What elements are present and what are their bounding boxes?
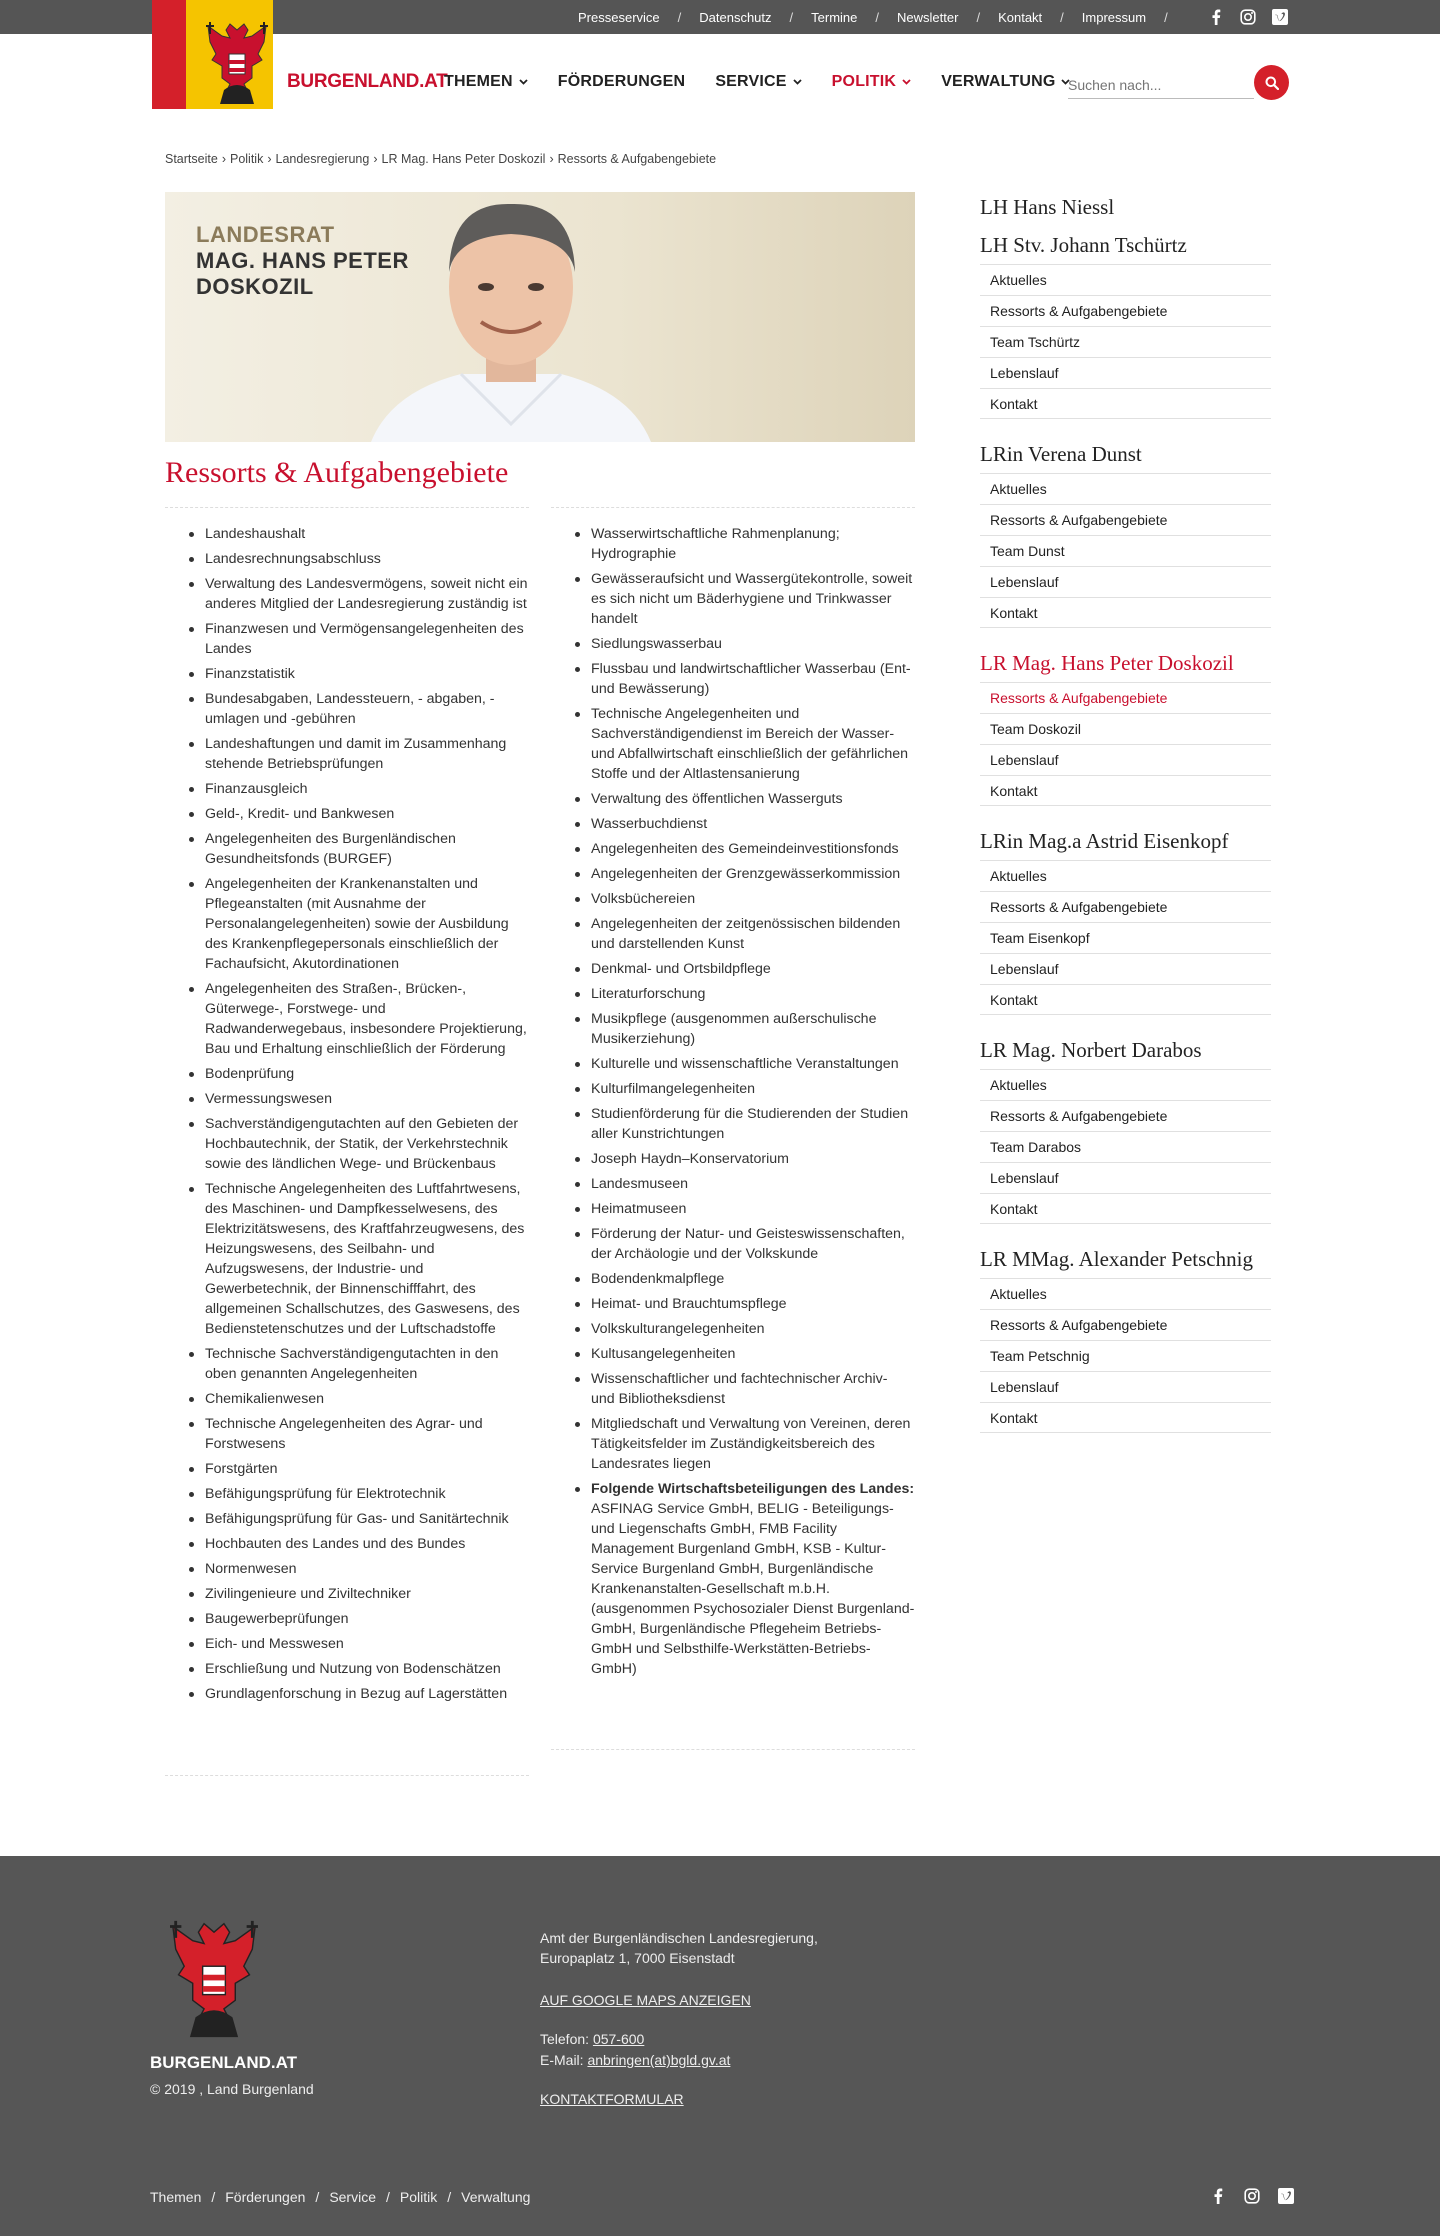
responsibilities-list-left xyxy=(165,508,529,1704)
logo-flag[interactable] xyxy=(152,0,273,109)
top-link-datenschutz[interactable]: Datenschutz xyxy=(699,9,772,25)
vimeo-icon[interactable] xyxy=(1271,8,1289,26)
top-link-kontakt[interactable]: Kontakt xyxy=(998,9,1043,25)
footer-nav-verwaltung[interactable]: Verwaltung xyxy=(461,2189,531,2205)
list-item: Gewässeraufsicht und Wassergütekontrolle, soweit es sich nicht um Bäderhygiene und Trinkwasser handelt xyxy=(591,569,915,629)
sidebar-member-title[interactable]: LR Mag. Norbert Darabos xyxy=(980,1038,1202,1062)
list-item: Angelegenheiten des Burgenländischen Gesundheitsfonds (BURGEF) xyxy=(205,829,529,869)
sidebar-item[interactable]: Team Eisenkopf xyxy=(980,922,1271,953)
footer-nav-separator: / xyxy=(447,2189,452,2205)
list-item: Baugewerbeprüfungen xyxy=(205,1609,529,1629)
list-item: Hochbauten des Landes und des Bundes xyxy=(205,1534,529,1554)
facebook-icon[interactable] xyxy=(1207,8,1225,26)
sidebar-item[interactable]: Team Tschürtz xyxy=(980,326,1271,357)
footer-phone xyxy=(540,2031,644,2047)
list-item: Heimat- und Brauchtumspflege xyxy=(591,1294,915,1314)
top-link-separator: / xyxy=(1060,9,1064,25)
list-item: Befähigungsprüfung für Gas- und Sanitärtechnik xyxy=(205,1509,529,1529)
top-links xyxy=(578,0,1186,34)
breadcrumb-item[interactable]: LR Mag. Hans Peter Doskozil xyxy=(381,152,546,166)
sidebar-submenu xyxy=(980,264,1271,419)
address-line2: Europaplatz 1, 7000 Eisenstadt xyxy=(540,1950,735,1966)
breadcrumb-separator: › xyxy=(221,152,226,166)
google-maps-link[interactable]: AUF GOOGLE MAPS ANZEIGEN xyxy=(540,1992,751,2008)
sidebar-nav xyxy=(980,192,1271,1453)
sidebar-item[interactable]: Team Doskozil xyxy=(980,713,1271,744)
nav-item-service[interactable] xyxy=(715,73,801,91)
list-item: Verwaltung des öffentlichen Wasserguts xyxy=(591,789,915,809)
facebook-icon[interactable] xyxy=(1209,2187,1227,2205)
sidebar-member-title[interactable]: LRin Verena Dunst xyxy=(980,442,1142,466)
top-link-separator: / xyxy=(677,9,682,25)
sidebar-item[interactable]: Ressorts & Aufgabengebiete xyxy=(980,1100,1271,1131)
sidebar-submenu xyxy=(980,473,1271,628)
breadcrumb-item[interactable]: Politik xyxy=(229,152,264,166)
list-item: Befähigungsprüfung für Elektrotechnik xyxy=(205,1484,529,1504)
list-item: Landesmuseen xyxy=(591,1174,915,1194)
sidebar-item[interactable]: Team Darabos xyxy=(980,1131,1271,1162)
list-item: Kulturelle und wissenschaftliche Veranstaltungen xyxy=(591,1054,915,1074)
list-item: Finanzausgleich xyxy=(205,779,529,799)
sidebar-group xyxy=(980,826,1271,1015)
nav-item-label: VERWALTUNG xyxy=(941,73,1056,90)
footer-brand: BURGENLAND.AT xyxy=(150,2053,298,2072)
sidebar-item[interactable]: Lebenslauf xyxy=(980,566,1271,597)
list-item: Angelegenheiten des Straßen-, Brücken-, Güterwege-, Forstwege- und Radwanderwegebaus, insbesondere Projektierung, Bau und Erhaltung einschließlich der Förderung xyxy=(205,979,529,1059)
sidebar-item[interactable]: Team Dunst xyxy=(980,535,1271,566)
sidebar-item[interactable]: Lebenslauf xyxy=(980,357,1271,388)
top-link-separator: / xyxy=(875,9,880,25)
sidebar-item[interactable]: Lebenslauf xyxy=(980,744,1271,775)
chevron-down-icon xyxy=(793,76,802,88)
top-link-separator: / xyxy=(1164,9,1168,25)
nav-item-förderungen[interactable] xyxy=(558,73,686,91)
list-item: Zivilingenieure und Ziviltechniker xyxy=(205,1584,529,1604)
sidebar-item[interactable]: Team Petschnig xyxy=(980,1340,1271,1371)
top-link-presseservice[interactable]: Presseservice xyxy=(578,9,660,25)
sidebar-member-title[interactable]: LH Hans Niessl xyxy=(980,195,1115,219)
responsibilities-right-column xyxy=(551,507,915,1750)
search-input[interactable] xyxy=(1068,67,1254,99)
footer-address xyxy=(540,1928,818,1968)
email-link[interactable]: anbringen(at)bgld.gv.at xyxy=(587,2052,731,2068)
footer-nav-service[interactable]: Service xyxy=(329,2189,376,2205)
responsibilities-list-right xyxy=(551,508,915,1679)
top-social-icons xyxy=(1207,8,1289,26)
top-link-separator: / xyxy=(976,9,981,25)
footer-copyright: © 2019 , Land Burgenland xyxy=(150,2081,314,2097)
list-item: Angelegenheiten der zeitgenössischen bildenden und darstellenden Kunst xyxy=(591,914,915,954)
sidebar-item[interactable]: Kontakt xyxy=(980,388,1271,419)
breadcrumb-item[interactable]: Startseite xyxy=(165,152,218,166)
sidebar-item[interactable]: Aktuelles xyxy=(980,1069,1271,1100)
holdings-text: ASFINAG Service GmbH, BELIG - Beteiligungs- und Liegenschafts GmbH, FMB Facility Management Burgenland GmbH, KSB - Kultur-Service Burgenland GmbH, Burgenländische Krankenanstalten-Gesellschaft m.b.H. (ausgenommen Psychosozialer Dienst Burgenland-GmbH, Burgenländische Pflegeheim Betriebs-GmbH und Selbsthilfe-Werkstätten-Betriebs-GmbH) xyxy=(591,1501,915,1677)
list-item: Förderung der Natur- und Geisteswissenschaften, der Archäologie und der Volkskunde xyxy=(591,1224,915,1264)
list-item: Volksbüchereien xyxy=(591,889,915,909)
sidebar-member-title[interactable]: LRin Mag.a Astrid Eisenkopf xyxy=(980,829,1229,853)
list-item: Wasserwirtschaftliche Rahmenplanung; Hydrographie xyxy=(591,524,915,564)
holdings-heading: Folgende Wirtschaftsbeteiligungen des Landes: xyxy=(591,1481,915,1497)
sidebar-item[interactable]: Kontakt xyxy=(980,775,1271,806)
burgenland-eagle-icon xyxy=(166,1918,262,2043)
list-item: Technische Angelegenheiten des Agrar- und Forstwesens xyxy=(205,1414,529,1454)
sidebar-member-title[interactable]: LH Stv. Johann Tschürtz xyxy=(980,233,1187,257)
list-item: Technische Angelegenheiten des Luftfahrtwesens, des Maschinen- und Dampfkesselwesens, des Elektrizitätswesens, des Kraftfahrzeugwesens, des Heizungswesens, des Seilbahn- und Aufzugswesens, der Industrie- und Gewerbetechnik, der Binnenschifffahrt, des allgemeinen Schallschutzes, des Gaswesens, des Bedienstetenschutzes und der Luftschadstoffe xyxy=(205,1179,529,1339)
list-item: Joseph Haydn–Konservatorium xyxy=(591,1149,915,1169)
breadcrumb-separator: › xyxy=(373,152,378,166)
hero-title-line1: LANDESRAT xyxy=(196,222,335,247)
list-item: Siedlungswasserbau xyxy=(591,634,915,654)
sidebar-member-title[interactable]: LR MMag. Alexander Petschnig xyxy=(980,1247,1253,1271)
sidebar-item[interactable]: Aktuelles xyxy=(980,1278,1271,1309)
list-item: Musikpflege (ausgenommen außerschulische Musikerziehung) xyxy=(591,1009,915,1049)
list-item: Normenwesen xyxy=(205,1559,529,1579)
list-item: Wasserbuchdienst xyxy=(591,814,915,834)
list-item: Finanzwesen und Vermögensangelegenheiten des Landes xyxy=(205,619,529,659)
list-item: Bodendenkmalpflege xyxy=(591,1269,915,1289)
sidebar-group xyxy=(980,230,1271,419)
address-line1: Amt der Burgenländischen Landesregierung, xyxy=(540,1930,818,1946)
breadcrumb-item[interactable]: Landesregierung xyxy=(275,152,370,166)
sidebar-item[interactable]: Lebenslauf xyxy=(980,1162,1271,1193)
list-item: Erschließung und Nutzung von Bodenschätzen xyxy=(205,1659,529,1679)
burgenland-eagle-icon xyxy=(204,20,270,109)
list-item: Volkskulturangelegenheiten xyxy=(591,1319,915,1339)
list-item: Geld-, Kredit- und Bankwesen xyxy=(205,804,529,824)
list-item: Flussbau und landwirtschaftlicher Wasserbau (Ent- und Bewässerung) xyxy=(591,659,915,699)
sidebar-submenu xyxy=(980,682,1271,806)
footer-nav xyxy=(150,2189,530,2205)
sidebar-item[interactable]: Kontakt xyxy=(980,1402,1271,1433)
footer-nav-politik[interactable]: Politik xyxy=(399,2189,438,2205)
list-item: Heimatmuseen xyxy=(591,1199,915,1219)
phone-label: Telefon: xyxy=(540,2031,593,2047)
footer-nav-separator: / xyxy=(211,2189,216,2205)
sidebar-submenu xyxy=(980,1278,1271,1433)
sidebar-item[interactable]: Ressorts & Aufgabengebiete xyxy=(980,504,1271,535)
footer-nav-förderungen[interactable]: Förderungen xyxy=(225,2189,306,2205)
instagram-icon[interactable] xyxy=(1239,8,1257,26)
nav-item-verwaltung[interactable] xyxy=(941,73,1070,91)
sidebar-item[interactable]: Aktuelles xyxy=(980,860,1271,891)
nav-item-label: POLITIK xyxy=(831,73,897,90)
list-item: Landeshaushalt xyxy=(205,524,529,544)
breadcrumb-separator: › xyxy=(267,152,272,166)
list-item: Mitgliedschaft und Verwaltung von Vereinen, deren Tätigkeitsfelder im Zuständigkeitsbereich des Landesrates liegen xyxy=(591,1414,915,1474)
search-button[interactable] xyxy=(1254,65,1289,100)
page-title: Ressorts & Aufgabengebiete xyxy=(165,456,509,489)
list-item: Bodenprüfung xyxy=(205,1064,529,1084)
hero-banner xyxy=(165,192,915,442)
sidebar-item[interactable]: Ressorts & Aufgabengebiete xyxy=(980,1309,1271,1340)
list-item-holdings xyxy=(591,1479,915,1679)
list-item: Technische Sachverständigengutachten in den oben genannten Angelegenheiten xyxy=(205,1344,529,1384)
list-item: Studienförderung für die Studierenden der Studien aller Kunstrichtungen xyxy=(591,1104,915,1144)
list-item: Chemikalienwesen xyxy=(205,1389,529,1409)
chevron-down-icon xyxy=(902,76,911,88)
list-item: Denkmal- und Ortsbildpflege xyxy=(591,959,915,979)
nav-item-label: FÖRDERUNGEN xyxy=(557,73,686,90)
sidebar-group xyxy=(980,648,1271,806)
list-item: Kulturfilmangelegenheiten xyxy=(591,1079,915,1099)
sidebar-item[interactable]: Aktuelles xyxy=(980,264,1271,295)
list-item: Kultusangelegenheiten xyxy=(591,1344,915,1364)
list-item: Landesrechnungsabschluss xyxy=(205,549,529,569)
breadcrumb xyxy=(165,152,716,166)
nav-item-themen[interactable] xyxy=(444,73,528,91)
list-item: Angelegenheiten der Grenzgewässerkommission xyxy=(591,864,915,884)
sidebar-group xyxy=(980,192,1271,226)
sidebar-submenu xyxy=(980,1069,1271,1224)
breadcrumb-separator: › xyxy=(549,152,554,166)
sidebar-item[interactable]: Ressorts & Aufgabengebiete xyxy=(980,891,1271,922)
search-icon xyxy=(1265,76,1279,90)
footer-email xyxy=(540,2052,730,2068)
instagram-icon[interactable] xyxy=(1243,2187,1261,2205)
list-item: Grundlagenforschung in Bezug auf Lagerstätten xyxy=(205,1684,529,1704)
list-item: Forstgärten xyxy=(205,1459,529,1479)
portrait-image xyxy=(351,192,671,442)
footer-nav-separator: / xyxy=(386,2189,390,2205)
breadcrumb-item: Ressorts & Aufgabengebiete xyxy=(557,152,717,166)
list-item: Vermessungswesen xyxy=(205,1089,529,1109)
nav-item-politik[interactable] xyxy=(832,73,912,91)
sidebar-member-title[interactable]: LR Mag. Hans Peter Doskozil xyxy=(980,651,1234,675)
main-nav xyxy=(444,73,1100,91)
top-link-separator: / xyxy=(789,9,794,25)
sidebar-item[interactable]: Kontakt xyxy=(980,597,1271,628)
contact-form-link[interactable]: KONTAKTFORMULAR xyxy=(540,2091,684,2107)
sidebar-submenu xyxy=(980,860,1271,1015)
sidebar-item[interactable]: Kontakt xyxy=(980,1193,1271,1224)
list-item: Verwaltung des Landesvermögens, soweit nicht ein anderes Mitglied der Landesregierung zuständig ist xyxy=(205,576,528,612)
sidebar-group xyxy=(980,439,1271,628)
footer xyxy=(0,1856,1440,2236)
list-item: Bundesabgaben, Landessteuern, - abgaben, - umlagen und -gebühren xyxy=(205,689,529,729)
email-label: E-Mail: xyxy=(540,2052,588,2068)
sidebar-item[interactable]: Kontakt xyxy=(980,984,1271,1015)
list-item: Angelegenheiten des Gemeindeinvestitionsfonds xyxy=(591,839,915,859)
vimeo-icon[interactable] xyxy=(1277,2187,1295,2205)
sidebar-group xyxy=(980,1035,1271,1224)
site-brand[interactable]: BURGENLAND.AT xyxy=(287,71,448,92)
sidebar-item[interactable]: Aktuelles xyxy=(980,473,1271,504)
sidebar-item[interactable]: Ressorts & Aufgabengebiete xyxy=(980,295,1271,326)
footer-nav-separator: / xyxy=(315,2189,320,2205)
sidebar-item[interactable]: Ressorts & Aufgabengebiete xyxy=(980,682,1271,713)
responsibilities-left-column xyxy=(165,507,529,1776)
list-item: Sachverständigengutachten auf den Gebieten der Hochbautechnik, der Statik, der Verkehrstechnik sowie des ländlichen Wege- und Brückenbaus xyxy=(205,1114,529,1174)
list-item: Wissenschaftlicher und fachtechnischer Archiv- und Bibliotheksdienst xyxy=(591,1369,915,1409)
list-item: Finanzstatistik xyxy=(205,664,529,684)
list-item: Literaturforschung xyxy=(591,984,915,1004)
sidebar-group xyxy=(980,1244,1271,1433)
sidebar-item[interactable]: Lebenslauf xyxy=(980,953,1271,984)
footer-social-icons xyxy=(1209,2187,1295,2205)
top-link-newsletter[interactable]: Newsletter xyxy=(897,9,959,25)
top-link-termine[interactable]: Termine xyxy=(811,9,858,25)
top-link-impressum[interactable]: Impressum xyxy=(1081,9,1147,25)
list-item: Landeshaftungen und damit im Zusammenhang stehende Betriebsprüfungen xyxy=(205,734,529,774)
nav-item-label: SERVICE xyxy=(715,73,787,90)
chevron-down-icon xyxy=(519,76,528,88)
sidebar-item[interactable]: Lebenslauf xyxy=(980,1371,1271,1402)
phone-link[interactable]: 057-600 xyxy=(592,2031,645,2047)
list-item: Angelegenheiten der Krankenanstalten und Pflegeanstalten (mit Ausnahme der Personalangelegenheiten) sowie der Ausbildung des Krankenpflegepersonals einschließlich der Fachaufsicht, Akutordinationen xyxy=(205,874,529,974)
list-item: Eich- und Messwesen xyxy=(205,1634,529,1654)
nav-item-label: THEMEN xyxy=(444,73,513,90)
footer-nav-themen[interactable]: Themen xyxy=(150,2189,202,2205)
hero-title-line2: MAG. HANS PETER DOSKOZIL xyxy=(196,248,409,299)
list-item: Technische Angelegenheiten und Sachverständigendienst im Bereich der Wasser- und Abfallwirtschaft einschließlich der gefährlichen Stoffe und der Altlastensanierung xyxy=(591,704,915,784)
